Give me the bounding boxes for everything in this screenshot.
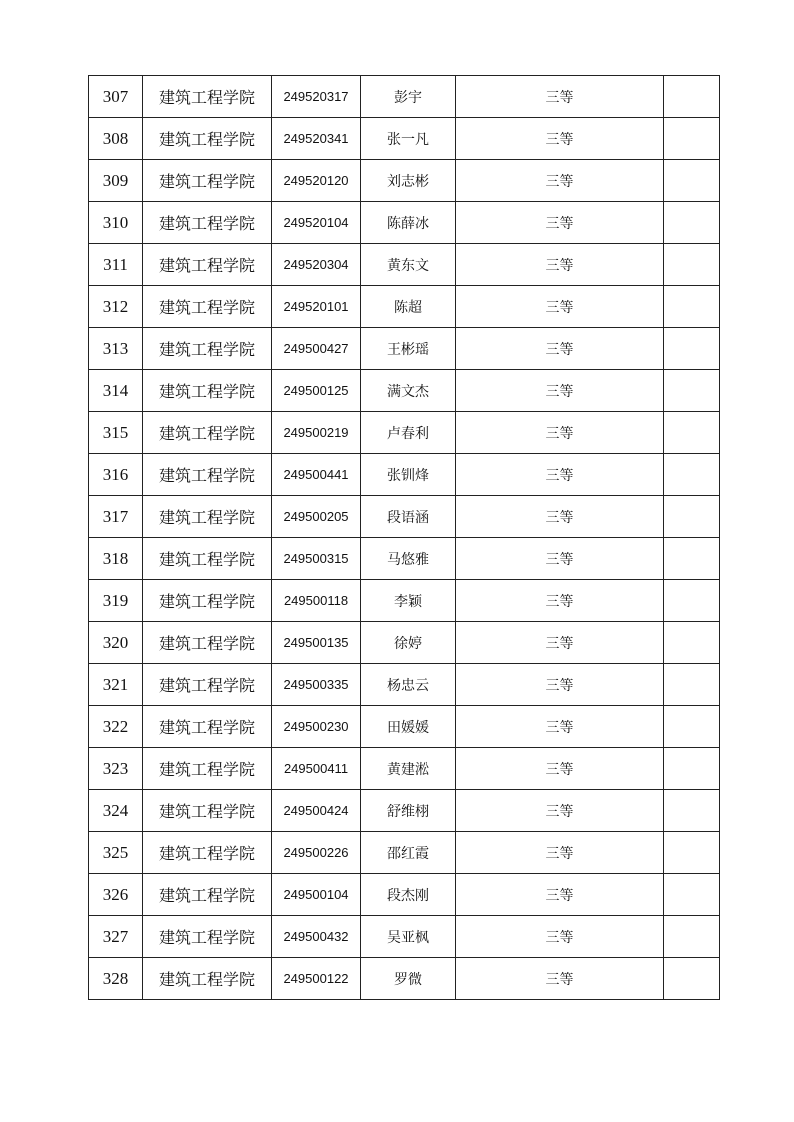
student-name-cell: 彭宇 [361,76,456,118]
student-name-cell: 卢春利 [361,412,456,454]
table-row [89,874,720,916]
note-cell [664,412,720,454]
row-number: 316 [89,454,143,496]
college-cell: 建筑工程学院 [143,244,272,286]
table-row [89,454,720,496]
college-cell: 建筑工程学院 [143,412,272,454]
row-number: 315 [89,412,143,454]
student-id-cell: 249500427 [272,328,361,370]
award-level-cell: 三等 [456,958,664,1000]
note-cell [664,706,720,748]
table-row [89,370,720,412]
student-name-cell: 张一凡 [361,118,456,160]
table-row [89,160,720,202]
student-id-cell: 249500205 [272,496,361,538]
award-list-table [88,75,720,1000]
college-cell: 建筑工程学院 [143,580,272,622]
student-name-cell: 陈超 [361,286,456,328]
student-name-cell: 李颖 [361,580,456,622]
student-name-cell: 杨忠云 [361,664,456,706]
student-id-cell: 249520120 [272,160,361,202]
note-cell [664,916,720,958]
table-row [89,496,720,538]
student-name-cell: 黄建淞 [361,748,456,790]
student-name-cell: 邵红霞 [361,832,456,874]
note-cell [664,328,720,370]
row-number: 325 [89,832,143,874]
table-row [89,622,720,664]
student-name-cell: 舒维栩 [361,790,456,832]
table-row [89,790,720,832]
table-row [89,580,720,622]
note-cell [664,76,720,118]
table-row [89,118,720,160]
row-number: 309 [89,160,143,202]
student-name-cell: 吴亚枫 [361,916,456,958]
college-cell: 建筑工程学院 [143,328,272,370]
award-level-cell: 三等 [456,706,664,748]
award-level-cell: 三等 [456,496,664,538]
award-level-cell: 三等 [456,622,664,664]
row-number: 307 [89,76,143,118]
student-id-cell: 249520317 [272,76,361,118]
table-row [89,748,720,790]
student-name-cell: 黄东文 [361,244,456,286]
table-row [89,538,720,580]
table-row [89,706,720,748]
award-level-cell: 三等 [456,874,664,916]
student-id-cell: 249500411 [272,748,361,790]
student-name-cell: 段语涵 [361,496,456,538]
note-cell [664,580,720,622]
student-name-cell: 陈薛冰 [361,202,456,244]
note-cell [664,496,720,538]
student-id-cell: 249500219 [272,412,361,454]
table-row [89,286,720,328]
college-cell: 建筑工程学院 [143,286,272,328]
award-level-cell: 三等 [456,370,664,412]
student-name-cell: 张钏烽 [361,454,456,496]
row-number: 310 [89,202,143,244]
student-name-cell: 王彬瑶 [361,328,456,370]
table-row [89,958,720,1000]
student-id-cell: 249500335 [272,664,361,706]
table-row [89,244,720,286]
note-cell [664,874,720,916]
row-number: 326 [89,874,143,916]
row-number: 319 [89,580,143,622]
award-level-cell: 三等 [456,412,664,454]
note-cell [664,118,720,160]
row-number: 311 [89,244,143,286]
table-row [89,202,720,244]
note-cell [664,244,720,286]
note-cell [664,790,720,832]
student-id-cell: 249500441 [272,454,361,496]
student-id-cell: 249500118 [272,580,361,622]
row-number: 320 [89,622,143,664]
college-cell: 建筑工程学院 [143,958,272,1000]
student-id-cell: 249520341 [272,118,361,160]
college-cell: 建筑工程学院 [143,160,272,202]
award-level-cell: 三等 [456,748,664,790]
student-id-cell: 249520304 [272,244,361,286]
award-level-cell: 三等 [456,328,664,370]
row-number: 327 [89,916,143,958]
student-name-cell: 刘志彬 [361,160,456,202]
college-cell: 建筑工程学院 [143,790,272,832]
student-id-cell: 249520104 [272,202,361,244]
award-level-cell: 三等 [456,832,664,874]
table-row [89,76,720,118]
award-level-cell: 三等 [456,76,664,118]
table-row [89,916,720,958]
student-name-cell: 满文杰 [361,370,456,412]
student-name-cell: 段杰刚 [361,874,456,916]
student-id-cell: 249520101 [272,286,361,328]
row-number: 323 [89,748,143,790]
award-level-cell: 三等 [456,244,664,286]
student-id-cell: 249500230 [272,706,361,748]
note-cell [664,454,720,496]
table-row [89,664,720,706]
table-row [89,412,720,454]
student-id-cell: 249500432 [272,916,361,958]
award-level-cell: 三等 [456,538,664,580]
college-cell: 建筑工程学院 [143,370,272,412]
student-id-cell: 249500315 [272,538,361,580]
row-number: 314 [89,370,143,412]
row-number: 313 [89,328,143,370]
student-id-cell: 249500104 [272,874,361,916]
award-list-body [89,76,720,1000]
college-cell: 建筑工程学院 [143,874,272,916]
note-cell [664,832,720,874]
award-level-cell: 三等 [456,664,664,706]
note-cell [664,748,720,790]
table-row [89,832,720,874]
award-level-cell: 三等 [456,160,664,202]
award-level-cell: 三等 [456,790,664,832]
row-number: 322 [89,706,143,748]
student-name-cell: 徐婷 [361,622,456,664]
award-level-cell: 三等 [456,202,664,244]
student-name-cell: 罗微 [361,958,456,1000]
student-name-cell: 马悠雅 [361,538,456,580]
college-cell: 建筑工程学院 [143,496,272,538]
note-cell [664,538,720,580]
row-number: 324 [89,790,143,832]
note-cell [664,622,720,664]
college-cell: 建筑工程学院 [143,916,272,958]
student-id-cell: 249500135 [272,622,361,664]
award-level-cell: 三等 [456,454,664,496]
note-cell [664,160,720,202]
college-cell: 建筑工程学院 [143,202,272,244]
row-number: 317 [89,496,143,538]
row-number: 328 [89,958,143,1000]
award-level-cell: 三等 [456,580,664,622]
row-number: 308 [89,118,143,160]
college-cell: 建筑工程学院 [143,706,272,748]
row-number: 318 [89,538,143,580]
college-cell: 建筑工程学院 [143,748,272,790]
college-cell: 建筑工程学院 [143,454,272,496]
college-cell: 建筑工程学院 [143,538,272,580]
student-id-cell: 249500226 [272,832,361,874]
note-cell [664,370,720,412]
row-number: 312 [89,286,143,328]
row-number: 321 [89,664,143,706]
award-level-cell: 三等 [456,118,664,160]
student-name-cell: 田媛媛 [361,706,456,748]
student-id-cell: 249500125 [272,370,361,412]
student-id-cell: 249500122 [272,958,361,1000]
table-row [89,328,720,370]
student-id-cell: 249500424 [272,790,361,832]
note-cell [664,664,720,706]
college-cell: 建筑工程学院 [143,622,272,664]
college-cell: 建筑工程学院 [143,118,272,160]
award-level-cell: 三等 [456,916,664,958]
note-cell [664,958,720,1000]
college-cell: 建筑工程学院 [143,832,272,874]
note-cell [664,286,720,328]
college-cell: 建筑工程学院 [143,664,272,706]
college-cell: 建筑工程学院 [143,76,272,118]
award-level-cell: 三等 [456,286,664,328]
note-cell [664,202,720,244]
